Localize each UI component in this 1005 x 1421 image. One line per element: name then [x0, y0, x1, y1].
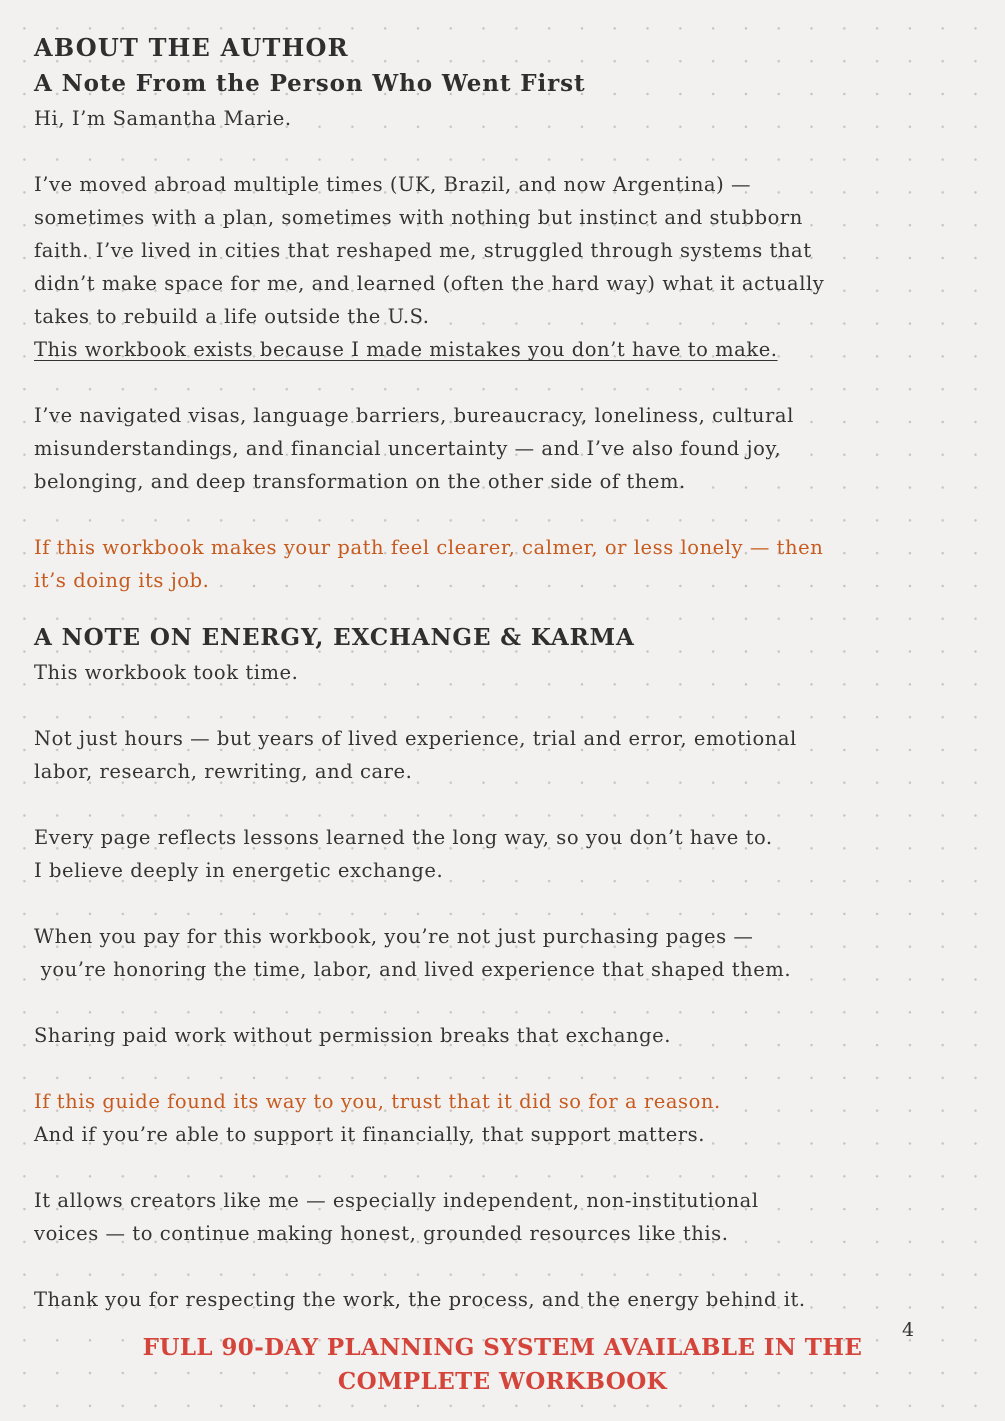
- body-line: It allows creators like me — especially independent, non-institutional: [34, 1189, 759, 1212]
- accent-line: it’s doing its job.: [34, 569, 210, 592]
- underlined-statement: This workbook exists because I made mistakes you don’t have to make.: [34, 338, 778, 361]
- closing-line: Thank you for respecting the work, the process, and the energy behind it.: [34, 1288, 806, 1311]
- body-line: I’ve moved abroad multiple times (UK, Brazil, and now Argentina) —: [34, 173, 752, 196]
- greeting: Hi, I’m Samantha Marie.: [34, 107, 292, 130]
- document-page: [34, 30, 974, 1316]
- body-line: I believe deeply in energetic exchange.: [34, 859, 444, 882]
- body-line: didn’t make space for me, and learned (often the hard way) what it actually: [34, 272, 825, 295]
- body-line: I’ve navigated visas, language barriers, bureaucracy, loneliness, cultural: [34, 404, 794, 427]
- accent-line: If this guide found its way to you, trust that it did so for a reason.: [34, 1090, 721, 1113]
- body-line: Not just hours — but years of lived experience, trial and error, emotional: [34, 727, 797, 750]
- body-line: takes to rebuild a life outside the U.S.: [34, 305, 430, 328]
- body-line: faith. I’ve lived in cities that reshaped me, struggled through systems that: [34, 239, 812, 262]
- section-heading-about-author: ABOUT THE AUTHOR: [34, 33, 349, 62]
- body-line: And if you’re able to support it financially, that support matters.: [34, 1123, 705, 1146]
- body-line: belonging, and deep transformation on the other side of them.: [34, 470, 686, 493]
- section-subheading: A Note From the Person Who Went First: [34, 70, 586, 97]
- body-line: misunderstandings, and financial uncertainty — and I’ve also found joy,: [34, 437, 782, 460]
- footer-banner: [0, 1331, 1005, 1399]
- section-heading-energy-exchange: A NOTE ON ENERGY, EXCHANGE & KARMA: [34, 624, 635, 651]
- footer-line: COMPLETE WORKBOOK: [337, 1368, 668, 1395]
- footer-line: FULL 90-DAY PLANNING SYSTEM AVAILABLE IN THE: [142, 1334, 863, 1361]
- body-line: This workbook took time.: [34, 661, 299, 684]
- body-line: Every page reflects lessons learned the long way, so you don’t have to.: [34, 826, 773, 849]
- body-line: voices — to continue making honest, grounded resources like this.: [34, 1222, 729, 1245]
- body-line: sometimes with a plan, sometimes with nothing but instinct and stubborn: [34, 206, 803, 229]
- body-line: When you pay for this workbook, you’re not just purchasing pages —: [34, 925, 754, 948]
- page-number: 4: [902, 1319, 915, 1341]
- body-line: labor, research, rewriting, and care.: [34, 760, 413, 783]
- accent-line: If this workbook makes your path feel clearer, calmer, or less lonely — then: [34, 536, 824, 559]
- body-line: you’re honoring the time, labor, and lived experience that shaped them.: [34, 958, 792, 981]
- body-line: Sharing paid work without permission breaks that exchange.: [34, 1024, 671, 1047]
